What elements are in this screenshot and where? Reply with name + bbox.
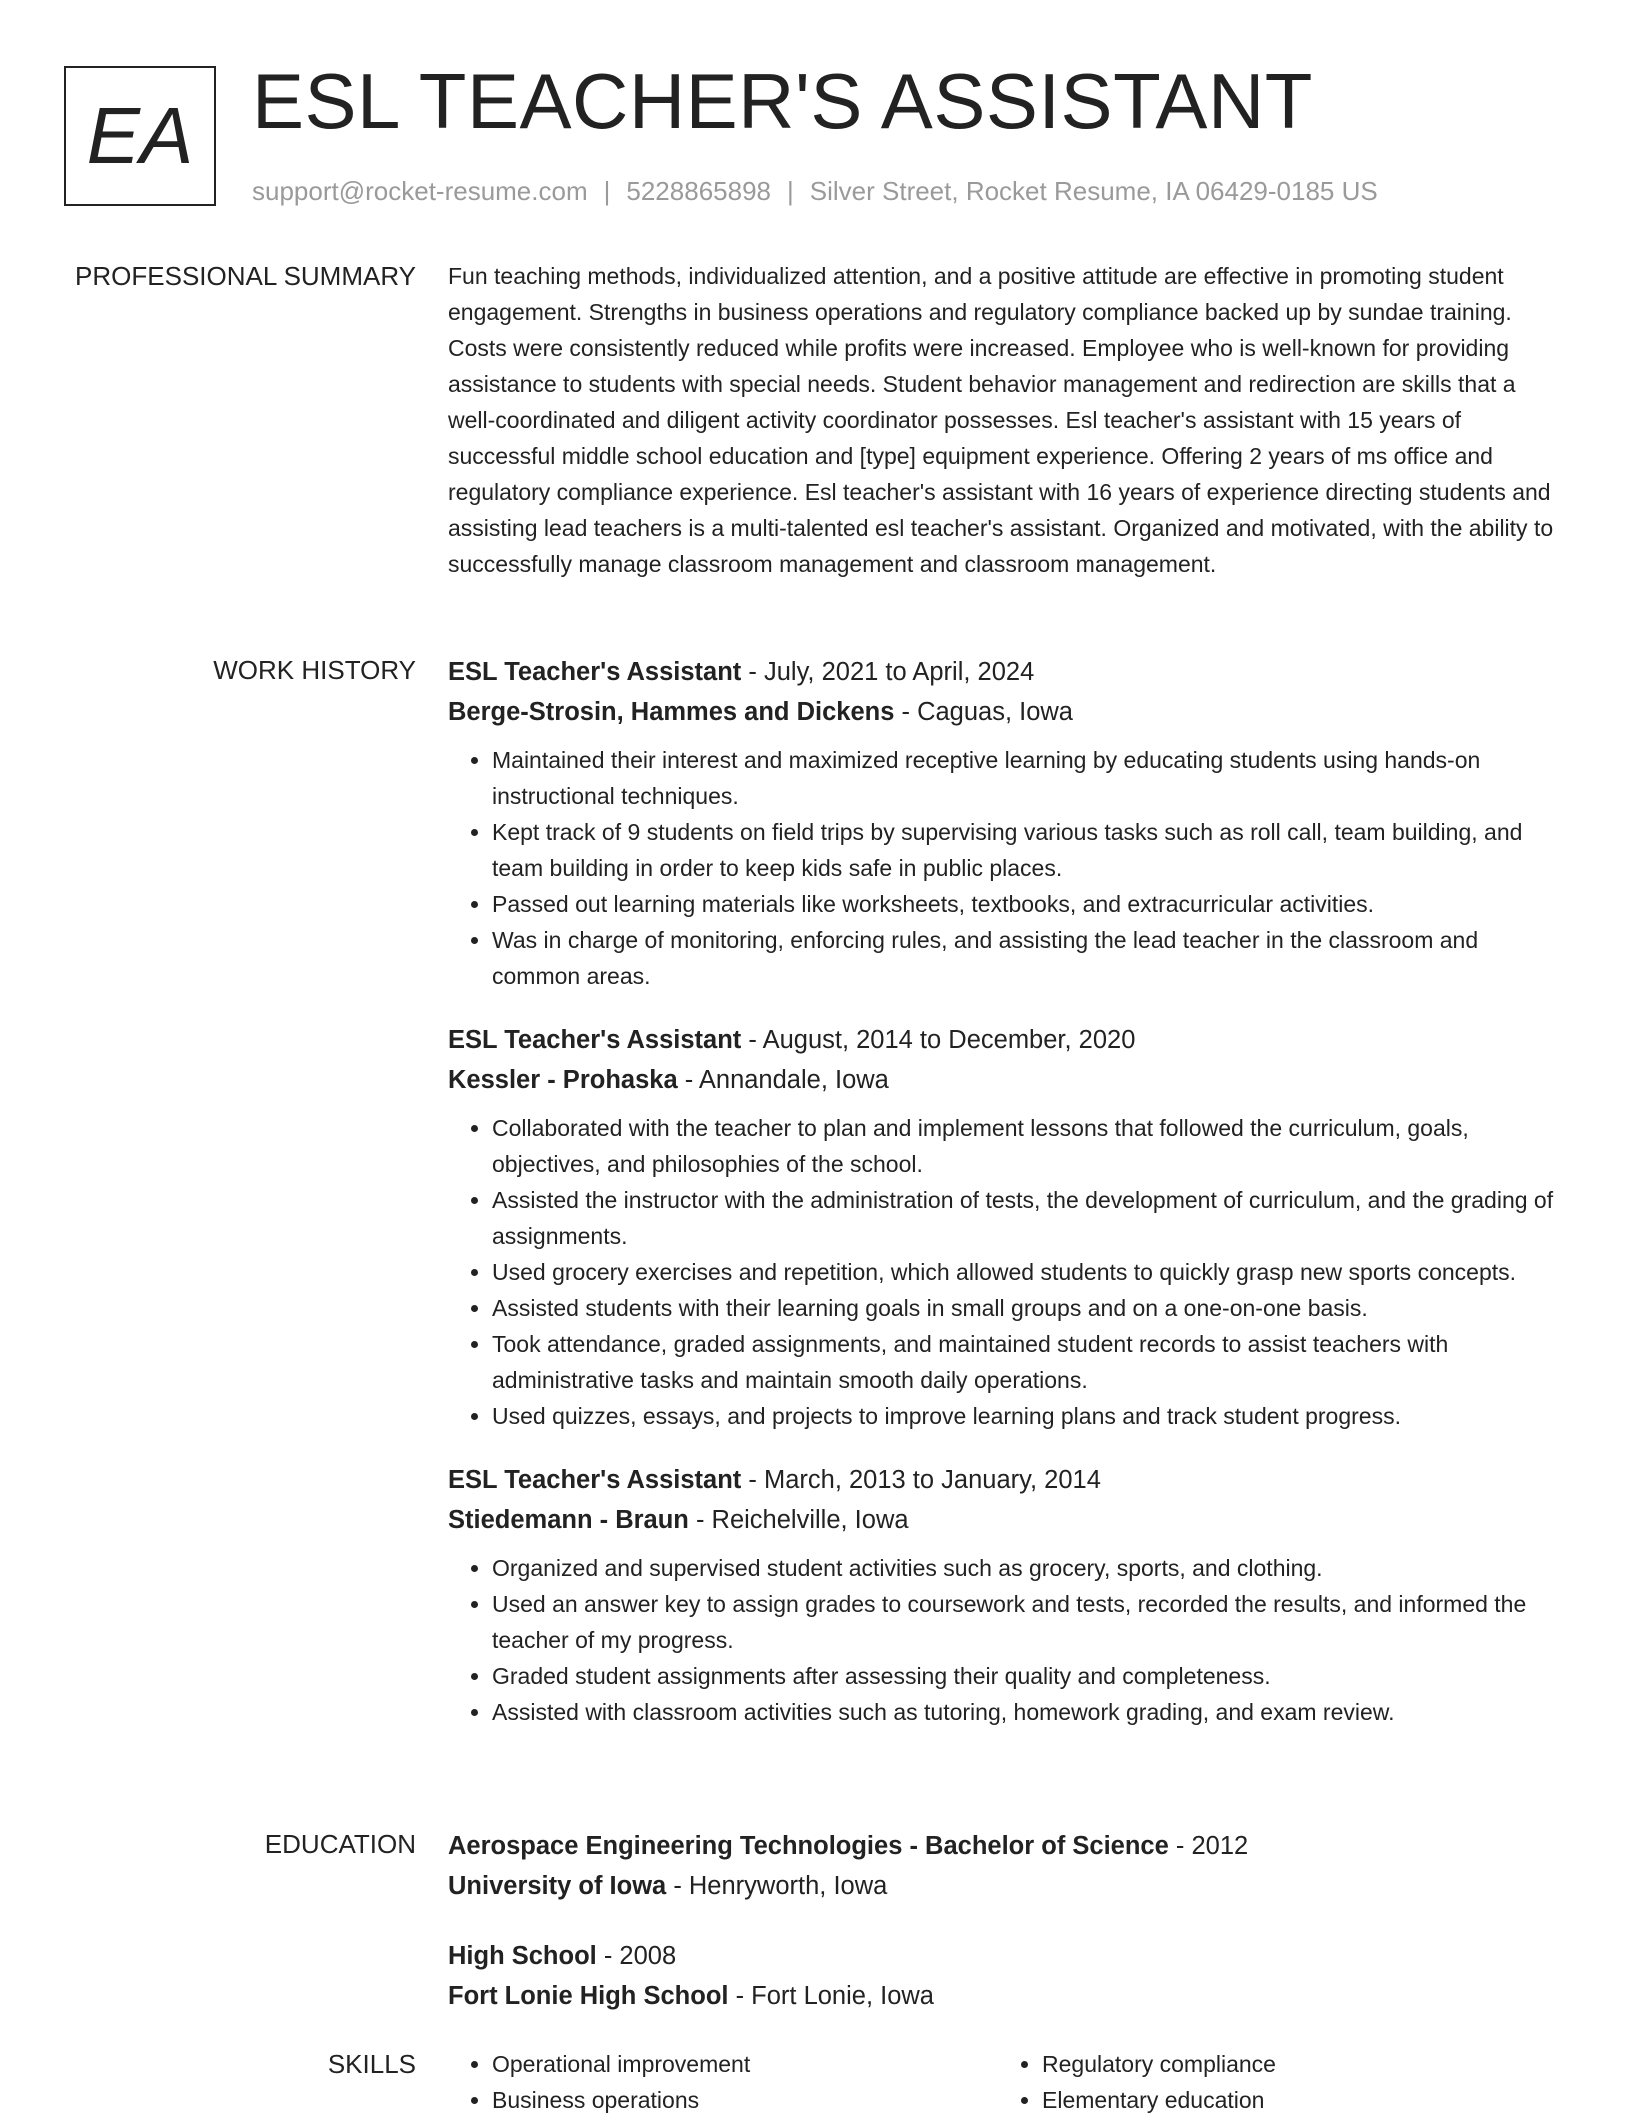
contact-phone: 5228865898 [626, 176, 771, 206]
job-dates: - July, 2021 to April, 2024 [741, 658, 1035, 686]
job-bullet: • Assisted students with their learning goals in small groups and on a one-on-one basis. [492, 1290, 1564, 1326]
job-entry [448, 1020, 1564, 1434]
monogram-logo: EA [64, 66, 216, 206]
job-bullet: • Kept track of 9 students on field trips by supervising various tasks such as roll call, team building, and team building in order to keep kids safe in public places. [492, 814, 1564, 886]
job-location: - Annandale, Iowa [677, 1066, 889, 1094]
job-bullet: • Used an answer key to assign grades to coursework and tests, recorded the results, and informed the teacher of my progress. [492, 1586, 1564, 1658]
contact-separator: | [603, 176, 611, 206]
resume-title: ESL TEACHER'S ASSISTANT [252, 57, 1313, 145]
job-bullet: • Assisted with classroom activities such as tutoring, homework grading, and exam review. [492, 1694, 1564, 1730]
job-bullet: • Used quizzes, essays, and projects to improve learning plans and track student progress. [492, 1398, 1564, 1434]
contact-separator: | [787, 176, 794, 206]
section-heading-work: WORK HISTORY [213, 655, 416, 685]
job-bullet: • Was in charge of monitoring, enforcing rules, and assisting the lead teacher in the classroom and common areas. [492, 922, 1564, 994]
job-bullet: • Collaborated with the teacher to plan and implement lessons that followed the curriculum, goals, objectives, and philosophies of the school. [492, 1110, 1564, 1182]
skills-grid [448, 2046, 1564, 2118]
education-degree: Aerospace Engineering Technologies - Bachelor of Science [448, 1832, 1169, 1860]
job-bullet: • Took attendance, graded assignments, and maintained student records to assist teachers with administrative tasks and maintain smooth daily operations. [492, 1326, 1564, 1398]
education-degree: High School [448, 1942, 597, 1970]
job-company: Stiedemann - Braun [448, 1506, 689, 1534]
job-bullet: • Graded student assignments after assessing their quality and completeness. [492, 1658, 1564, 1694]
job-company-line [448, 1500, 1564, 1540]
education-school-line [448, 1976, 1564, 2016]
job-location: - Caguas, Iowa [894, 698, 1073, 726]
education-school-line [448, 1866, 1564, 1906]
skill-item: • Operational improvement [492, 2046, 998, 2082]
education-degree-line [448, 1826, 1564, 1866]
job-bullet: • Used grocery exercises and repetition, which allowed students to quickly grasp new sports concepts. [492, 1254, 1564, 1290]
contact-email: support@rocket-resume.com [252, 176, 588, 206]
job-company: Kessler - Prohaska [448, 1066, 678, 1094]
skills-column-right [998, 2046, 1548, 2118]
job-dates: - August, 2014 to December, 2020 [741, 1026, 1136, 1054]
education-location: - Henryworth, Iowa [666, 1872, 888, 1900]
section-heading-summary: PROFESSIONAL SUMMARY [75, 261, 416, 291]
job-company: Berge-Strosin, Hammes and Dickens [448, 698, 895, 726]
section-heading-education: EDUCATION [264, 1829, 416, 1859]
job-title-line [448, 1020, 1564, 1060]
job-company-line [448, 692, 1564, 732]
education-degree-line [448, 1936, 1564, 1976]
job-title-line [448, 1460, 1564, 1500]
education-year: - 2012 [1168, 1832, 1249, 1860]
contact-line [252, 176, 1378, 207]
job-location: - Reichelville, Iowa [688, 1506, 909, 1534]
job-title: ESL Teacher's Assistant [448, 1026, 742, 1054]
job-bullets [448, 742, 1564, 994]
education-year: - 2008 [596, 1942, 677, 1970]
contact-address: Silver Street, Rocket Resume, IA 06429-0185 US [809, 176, 1378, 206]
job-bullet: • Organized and supervised student activities such as grocery, sports, and clothing. [492, 1550, 1564, 1586]
summary-text: Fun teaching methods, individualized attention, and a positive attitude are effective in promoting student engagement. Strengths in business operations and regulatory compliance backed up by sundae training. Costs were consistently reduced while profits were increased. Employee who is well-known for providing assistance to students with special needs. Student behavior management and redirection are skills that a well-coordinated and diligent activity coordinator possesses. Esl teacher's assistant with 15 years of successful middle school education and [type] equipment experience. Offering 2 years of ms office and regulatory compliance experience. Esl teacher's assistant with 16 years of experience directing students and assisting lead teachers is a multi-talented esl teacher's assistant. Organized and motivated, with the ability to successfully manage classroom management and classroom management. [448, 263, 1554, 577]
skill-item: • Business operations [492, 2082, 998, 2118]
job-title: ESL Teacher's Assistant [448, 658, 742, 686]
job-title: ESL Teacher's Assistant [448, 1466, 742, 1494]
job-bullet: • Passed out learning materials like worksheets, textbooks, and extracurricular activities. [492, 886, 1564, 922]
job-bullets [448, 1110, 1564, 1434]
job-entry [448, 1460, 1564, 1730]
job-bullets [448, 1550, 1564, 1730]
skills-column-left [448, 2046, 998, 2118]
education-school: University of Iowa [448, 1872, 667, 1900]
section-heading-skills: SKILLS [327, 2049, 416, 2079]
job-dates: - March, 2013 to January, 2014 [741, 1466, 1101, 1494]
education-school: Fort Lonie High School [448, 1982, 729, 2010]
job-bullet: • Assisted the instructor with the administration of tests, the development of curriculum, and the grading of assignments. [492, 1182, 1564, 1254]
skill-item: • Elementary education [1042, 2082, 1548, 2118]
job-bullet: • Maintained their interest and maximized receptive learning by educating students using hands-on instructional techniques. [492, 742, 1564, 814]
skill-item: • Regulatory compliance [1042, 2046, 1548, 2082]
education-entry [448, 1826, 1564, 1906]
education-entry [448, 1936, 1564, 2016]
job-title-line [448, 652, 1564, 692]
job-company-line [448, 1060, 1564, 1100]
education-location: - Fort Lonie, Iowa [728, 1982, 934, 2010]
job-entry [448, 652, 1564, 994]
